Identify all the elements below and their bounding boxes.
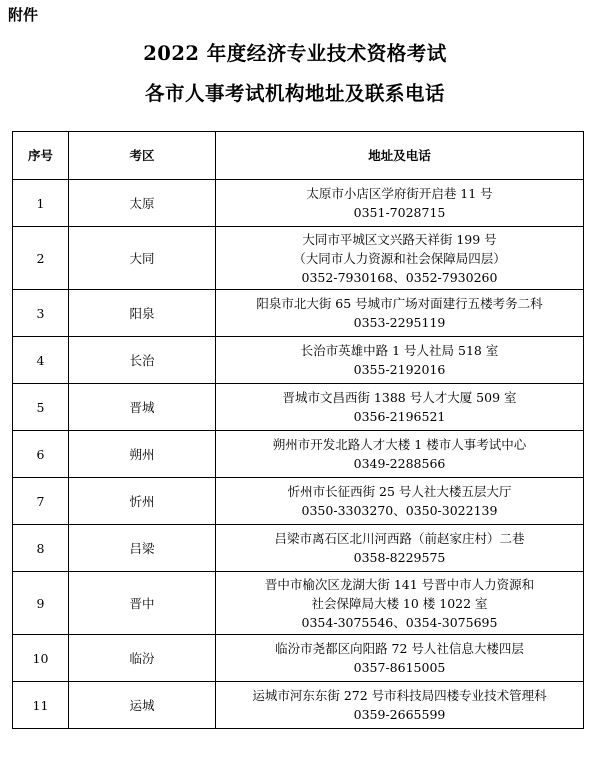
- exam-office-table: [12, 131, 584, 729]
- row-index: 4: [13, 337, 69, 384]
- address-line: 朔州市开发北路人才大楼 1 楼市人事考试中心: [272, 437, 527, 452]
- row-area: 晋中: [69, 572, 216, 635]
- address-line: 阳泉市北大街 65 号城市广场对面建行五楼考务二科: [256, 296, 543, 311]
- row-area: 晋城: [69, 384, 216, 431]
- phone-line: 0353-2295119: [353, 315, 446, 330]
- row-address-phone: [216, 682, 584, 729]
- table-row: [13, 635, 584, 682]
- phone-line: 0351-7028715: [353, 205, 446, 220]
- address-line: 忻州市长征西街 25 号人社大楼五层大厅: [287, 484, 512, 499]
- row-area: 吕梁: [69, 525, 216, 572]
- row-index: 1: [13, 180, 69, 227]
- row-address-phone: [216, 478, 584, 525]
- phone-line: 0358-8229575: [353, 550, 446, 565]
- table-row: [13, 290, 584, 337]
- row-address-phone: [216, 337, 584, 384]
- column-header-index: 序号: [13, 132, 69, 180]
- phone-line: 0354-3075546、0354-3075695: [301, 614, 498, 630]
- address-line: 太原市小店区学府街开启巷 11 号: [306, 186, 493, 201]
- phone-line: 0352-7930168、0352-7930260: [301, 269, 498, 285]
- row-address-phone: [216, 431, 584, 478]
- row-area: 太原: [69, 180, 216, 227]
- row-index: 11: [13, 682, 69, 729]
- table-body: [13, 180, 584, 729]
- row-area: 运城: [69, 682, 216, 729]
- table-row: [13, 337, 584, 384]
- address-line: 晋中市榆次区龙湖大街 141 号晋中市人力资源和: [264, 576, 535, 592]
- address-line: 吕梁市离石区北川河西路（前赵家庄村）二巷: [274, 531, 525, 546]
- table-row: [13, 180, 584, 227]
- address-line: 临汾市尧都区向阳路 72 号人社信息大楼四层: [275, 641, 524, 656]
- row-address-phone: [216, 180, 584, 227]
- address-line: 长治市英雄中路 1 号人社局 518 室: [300, 343, 499, 358]
- phone-line: 0359-2665599: [353, 707, 446, 722]
- row-index: 3: [13, 290, 69, 337]
- table-row: [13, 431, 584, 478]
- row-area: 阳泉: [69, 290, 216, 337]
- table-row: [13, 227, 584, 290]
- row-address-phone: [216, 635, 584, 682]
- row-area: 朔州: [69, 431, 216, 478]
- table-row: [13, 682, 584, 729]
- table-row: [13, 478, 584, 525]
- row-index: 7: [13, 478, 69, 525]
- row-address-phone: [216, 227, 584, 290]
- row-index: 10: [13, 635, 69, 682]
- table-row: [13, 525, 584, 572]
- row-area: 临汾: [69, 635, 216, 682]
- row-index: 8: [13, 525, 69, 572]
- document-title-line2: 各市人事考试机构地址及联系电话: [144, 82, 445, 105]
- table-row: [13, 384, 584, 431]
- row-index: 9: [13, 572, 69, 635]
- address-line: 大同市平城区文兴路天祥街 199 号: [302, 231, 497, 247]
- phone-line: 0356-2196521: [353, 409, 446, 424]
- row-area: 大同: [69, 227, 216, 290]
- column-header-address-phone: 地址及电话: [216, 132, 584, 180]
- phone-line: 0350-3303270、0350-3022139: [301, 503, 498, 518]
- table-header-row: [13, 132, 584, 180]
- phone-line: 0355-2192016: [353, 362, 446, 377]
- row-address-phone: [216, 290, 584, 337]
- row-index: 2: [13, 227, 69, 290]
- address-line: （大同市人力资源和社会保障局四层）: [293, 250, 506, 266]
- row-area: 忻州: [69, 478, 216, 525]
- attachment-label: 附件: [8, 6, 39, 24]
- row-index: 6: [13, 431, 69, 478]
- row-index: 5: [13, 384, 69, 431]
- phone-line: 0357-8615005: [353, 660, 446, 675]
- document-title-line1: 2022 年度经济专业技术资格考试: [143, 42, 447, 65]
- address-line: 晋城市文昌西街 1388 号人才大厦 509 室: [282, 390, 517, 405]
- phone-line: 0349-2288566: [353, 456, 446, 471]
- row-area: 长治: [69, 337, 216, 384]
- address-line: 社会保障局大楼 10 楼 1022 室: [311, 595, 488, 611]
- table-row: [13, 572, 584, 635]
- row-address-phone: [216, 525, 584, 572]
- row-address-phone: [216, 572, 584, 635]
- address-line: 运城市河东东街 272 号市科技局四楼专业技术管理科: [252, 688, 547, 703]
- column-header-area: 考区: [69, 132, 216, 180]
- row-address-phone: [216, 384, 584, 431]
